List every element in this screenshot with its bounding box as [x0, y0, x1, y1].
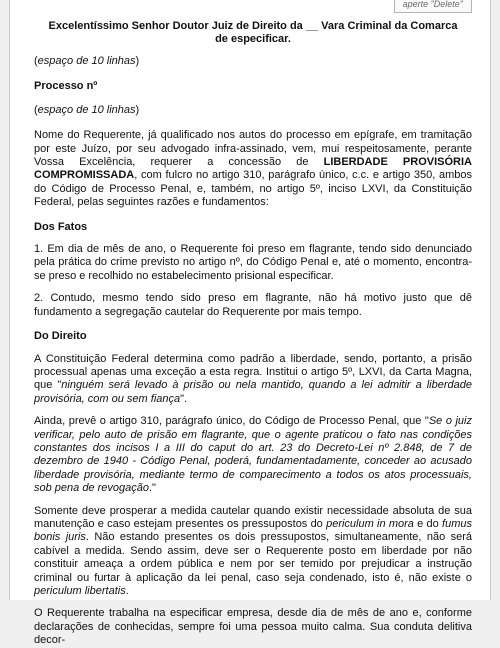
spacing-note-text: espaço de 10 linhas	[37, 55, 136, 67]
law1-text-a: A Constituição Federal determina como padrão a liberdade, sendo, portanto, a prisão processual apenas uma exceção a esta regra. Institui o artigo 5º, LXVI, da Carta Magna, que "	[34, 352, 472, 392]
law3-text-3: . Não estando presentes os dois pressupostos, simultaneamente, não será cabível a medida. Sendo assim, deve ser o Requerente posto em liberdade por não constituir ameaça a ordem pública e nem por ser temido por prejudicar a instrução criminal ou furtar à aplicação da lei penal, caso seja condenado, isto é, não existe o	[34, 531, 473, 584]
law3-text-1: Somente deve prosperar a medida cautelar quando existir necessidade absoluta de sua manutenção e caso estejam presentes os pressupostos do	[34, 504, 472, 530]
intro-text-b: , com fulcro no artigo 310, parágrafo único, c.c. e artigo 350, ambos do Código de Processo Penal, e, também, no artigo 5º, inciso LXVI, da Constituição Federal, pelas seguintes razões e fundamentos:	[34, 169, 472, 209]
law-paragraph-3	[34, 505, 472, 599]
spacing-note-text-2: espaço de 10 linhas	[37, 103, 136, 116]
fact-paragraph-2: 2. Contudo, mesmo tendo sido preso em flagrante, não há motivo justo que dê fundamento a segregação cautelar do Requerente por mais tempo.	[34, 292, 472, 318]
law-paragraph-1	[34, 353, 472, 407]
intro-text-a: Nome do Requerente, já qualificado nos autos do processo em epígrafe, em tramitação por este Juízo, por seu advogado infra-assinado, vem, mui respeitosamente, perante Vossa Excelência, requerer a concessão de	[34, 129, 472, 169]
law3-italic-3: periculum libertatis	[34, 585, 126, 597]
intro-paragraph	[34, 129, 472, 209]
law3-text-2: e do	[413, 517, 443, 530]
intro-bold: LIBERDADE PROVISÓRIA COMPROMISSADA	[34, 156, 472, 182]
law1-quote: ninguém será levado à prisão ou nela mantido, quando a lei admitir a liberdade provisória, com ou sem fiança	[34, 379, 472, 405]
law3-italic-1: periculum in mora	[326, 517, 414, 530]
petition-title: Excelentíssimo Senhor Doutor Juiz de Direito da __ Vara Criminal da Comarca de especificar.	[48, 20, 458, 45]
law-paragraph-4: O Requerente trabalha na especificar empresa, desde dia de mês de ano e, conforme declarações de conhecidas, sempre foi uma pessoa muito calma. Sua conduta delitiva decor-	[34, 607, 472, 647]
facts-heading: Dos Fatos	[34, 220, 88, 233]
process-number-label: Processo nº	[34, 80, 98, 93]
delete-hint: aperte "Delete"	[394, 0, 472, 13]
law-paragraph-2	[34, 415, 472, 495]
law-heading: Do Direito	[34, 330, 87, 343]
document-page	[9, 0, 491, 647]
law1-text-b: ".	[180, 392, 188, 405]
law2-text-a: Ainda, prevê o artigo 310, parágrafo único, do Código de Processo Penal, que "	[34, 415, 429, 428]
fact-paragraph-1: 1. Em dia de mês de ano, o Requerente foi preso em flagrante, tendo sido denunciado pela prática do crime previsto no artigo nº, do Código Penal e, até o momento, encontra-se preso e recolhido no estabelecimento prisional especificar.	[34, 243, 472, 282]
law3-italic-2: fumus bonis juris	[34, 517, 473, 544]
spacing-note-2: (espaço de 10 linhas)	[34, 103, 140, 116]
spacing-note: (espaço de 10 linhas)	[34, 55, 140, 67]
law2-text-b: ."	[148, 482, 156, 495]
law3-text-4: .	[125, 585, 129, 597]
law2-quote: Se o juiz verificar, pelo auto de prisão em flagrante, que o agente praticou o fato nas condições constantes dos incisos I a III do caput do art. 23 do Decreto-Lei nº 2.848, de 7 de dezembro de 1940 - Código Penal, poderá, fundamentadamente, conceder ao acusado liberdade provisória, mediante termo de comparecimento a todos os atos processuais, sob pena de revogação	[34, 415, 472, 495]
